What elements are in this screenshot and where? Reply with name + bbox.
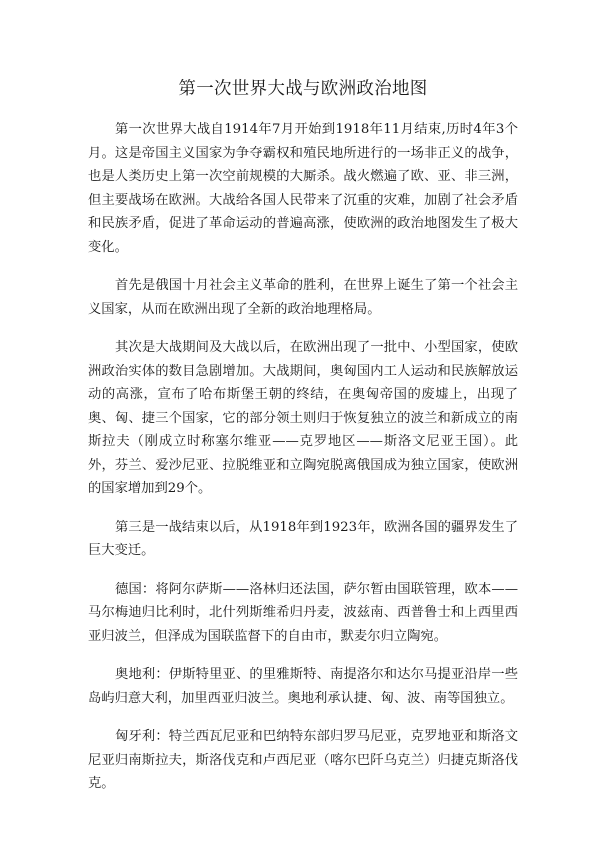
paragraph-intro: 第一次世界大战自1914年7月开始到1918年11月结束,历时4年3个月。这是帝国主义国家为争夺霸权和殖民地所进行的一场非正义的战争，也是人类历史上第一次空前规模的大厮杀。战火燃遍了欧、亚、非三洲，但主要战场在欧洲。大战给各国人民带来了沉重的灾难，加剧了社会矛盾和民族矛盾，促进了革命运动的普遍高涨，使欧洲的政治地图发生了极大变化。	[88, 122, 518, 255]
paragraph-second-change: 其次是大战期间及大战以后，在欧洲出现了一批中、小型国家，使欧洲政治实体的数目急剧增加。大战期间，奥匈国内工人运动和民族解放运动的高涨，宣布了哈布斯堡王朝的终结，在奥匈帝国的废墟上，出现了奥、匈、捷三个国家，它的部分领土则归于恢复独立的波兰和新成立的南斯拉夫（刚成立时称塞尔维亚——克罗地区——斯洛文尼亚王国）。此外，芬兰、爱沙尼亚、拉脱维亚和立陶宛脱离俄国成为独立国家，使欧洲的国家增加到29个。	[88, 340, 518, 496]
paragraph-germany: 德国：将阿尔萨斯——洛林归还法国，萨尔暂由国联管理，欧本——马尔梅迪归比利时，北什列斯维希归丹麦，波兹南、西普鲁士和上西里西亚归波兰，但泽成为国联监督下的自由市，默麦尔归立陶宛。	[88, 581, 518, 644]
paragraph-first-change: 首先是俄国十月社会主义革命的胜利，在世界上诞生了第一个社会主义国家，从而在欧洲出现了全新的政治地理格局。	[88, 278, 518, 317]
paragraph-third-change: 第三是一战结束以后，从1918年到1923年，欧洲各国的疆界发生了巨大变迁。	[88, 519, 518, 558]
paragraph-austria: 奥地利：伊斯特里亚、的里雅斯特、南提洛尔和达尔马提亚沿岸一些岛屿归意大利，加里西亚归波兰。奥地利承认捷、匈、波、南等国独立。	[88, 667, 518, 706]
paragraph-hungary: 匈牙利：特兰西瓦尼亚和巴纳特东部归罗马尼亚，克罗地亚和斯洛文尼亚归南斯拉夫，斯洛伐克和卢西尼亚（喀尔巴阡乌克兰）归捷克斯洛伐克。	[88, 729, 518, 791]
document-title: 第一次世界大战与欧洲政治地图	[178, 79, 428, 99]
